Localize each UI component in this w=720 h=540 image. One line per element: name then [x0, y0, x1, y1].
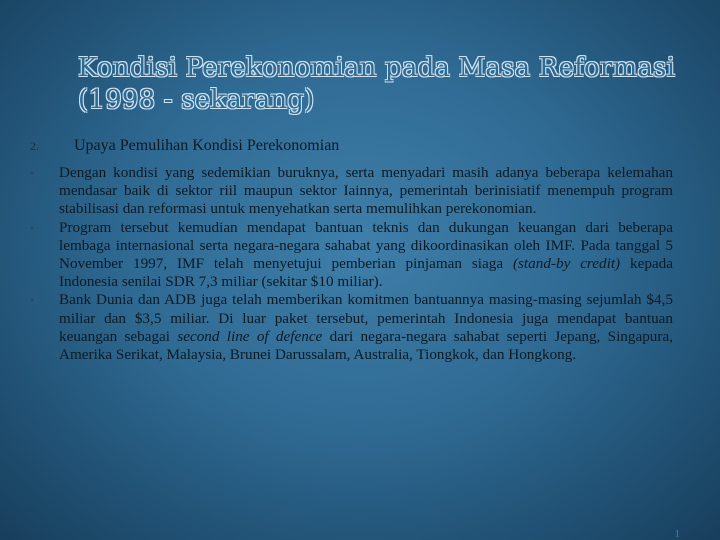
bullet-text-continued: dari negara-negara sahabat seperti Jepang, Singapura, Amerika Serikat, Malaysia, Brunei Darussalam, Australia, Tiongkok, dan Hongkong.: [59, 327, 674, 364]
bullet-item: [30, 291, 673, 364]
slide-title: [78, 52, 708, 116]
page-number: 1: [674, 528, 680, 540]
bullet-item: [30, 164, 673, 219]
bullet-text: Bank Dunia dan ADB juga telah memberikan komitmen bantuannya masing-masing sejumlah $4,5 miliar dan $3,5 miliar. Di luar paket tersebut, pemerintah Indonesia juga mendapat bantuan keuangan sebagai: [59, 291, 673, 345]
bullet-icon: •: [30, 166, 35, 180]
bullet-item: [30, 219, 673, 292]
section-heading-text: Upaya Pemulihan Kondisi Perekonomian: [74, 137, 340, 154]
bullet-icon: •: [30, 220, 35, 235]
bullet-text: Program tersebut kemudian mendapat bantuan teknis dan dukungan keuangan dari beberapa lembaga internasional serta negara-negara sahabat yang dikoordinasikan oleh IMF. Pada tanggal 5 November 1997, IMF telah menyetujui pemberian pinjaman siaga: [59, 218, 673, 273]
bullet-list: [30, 164, 673, 364]
slide-title-line-2: (1998 - sekarang): [78, 85, 315, 115]
bullet-emphasis: second line of defence: [177, 327, 323, 345]
section-number: 2.: [30, 139, 39, 153]
bullet-emphasis: (stand-by credit): [512, 255, 621, 273]
bullet-text-continued: kepada Indonesia senilai SDR 7,3 miliar (sekitar $10 miliar).: [59, 255, 673, 291]
bullet-icon: •: [30, 293, 35, 308]
section-heading: [30, 136, 339, 156]
bullet-text: Dengan kondisi yang sedemikian buruknya, serta menyadari masih adanya beberapa kelemahan mendasar baik di sektor riil maupun sektor Iainnya, pemerintah berinisiatif menempuh program stabilisasi dan reformasi untuk menyehatkan serta memulihkan perekonomian.: [59, 164, 673, 218]
slide-title-line-1: Kondisi Perekonomian pada Masa Reformasi: [78, 53, 676, 83]
